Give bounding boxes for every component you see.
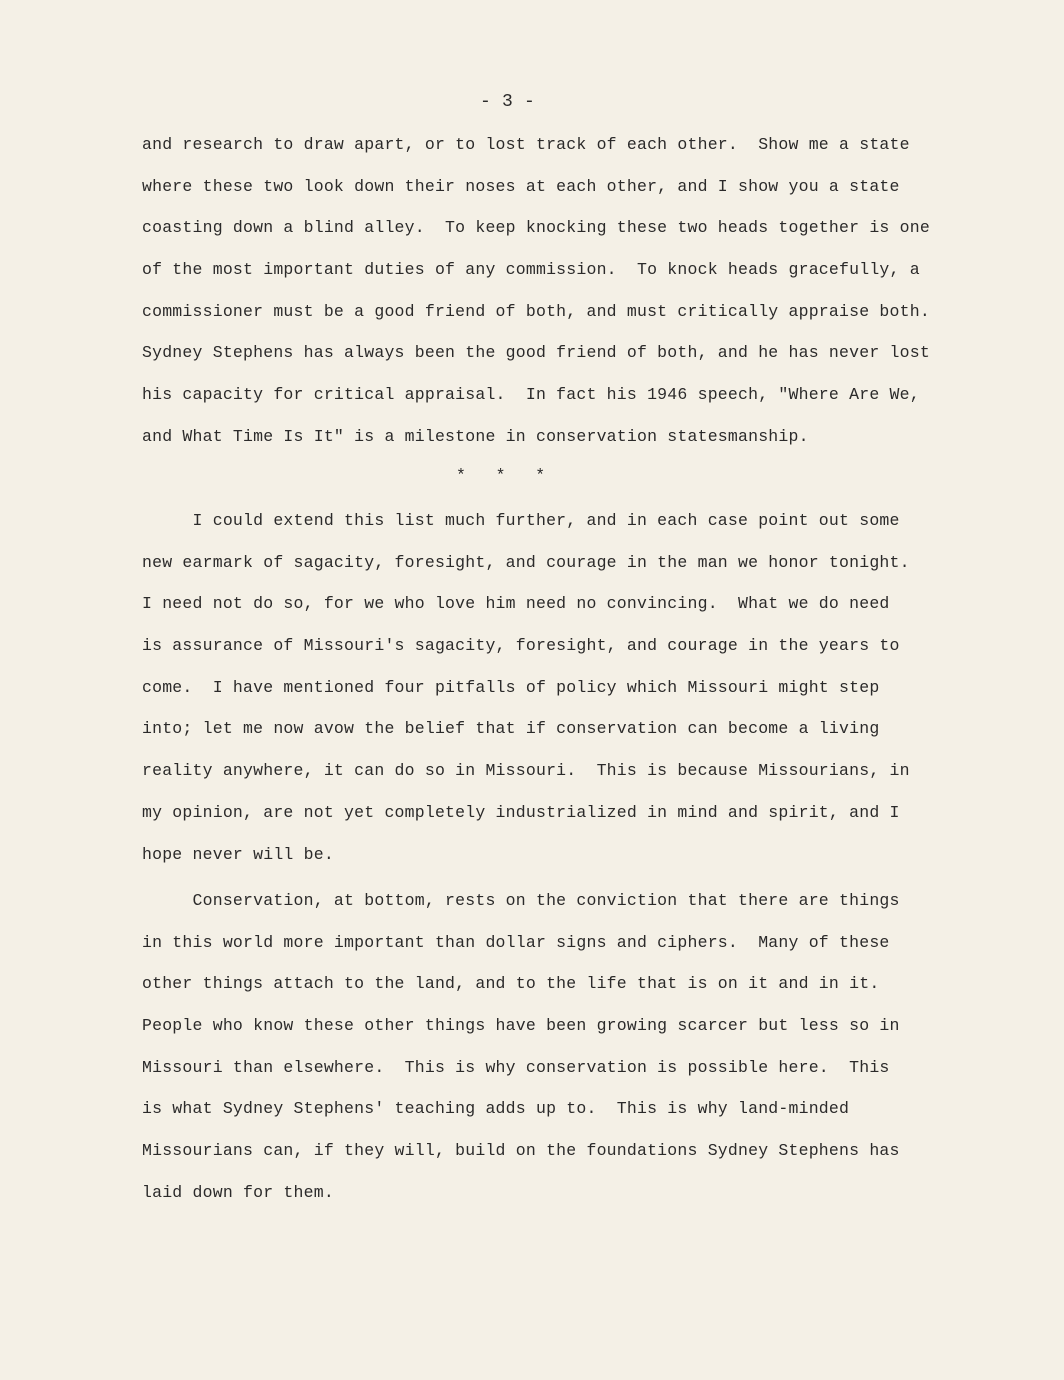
text-line: I need not do so, for we who love him need no convincing. What we do need — [142, 594, 890, 614]
paragraph-2 — [142, 500, 910, 875]
paragraph-1 — [142, 124, 930, 458]
text-line: new earmark of sagacity, foresight, and courage in the man we honor tonight. — [142, 552, 910, 572]
text-line: and research to draw apart, or to lost track of each other. Show me a state — [142, 135, 910, 154]
text-line: People who know these other things have been growing scarcer but less so in — [142, 1016, 900, 1036]
text-line: my opinion, are not yet completely industrialized in mind and spirit, and I — [142, 802, 900, 822]
text-line: reality anywhere, it can do so in Missouri. This is because Missourians, in — [142, 761, 910, 781]
text-line: commissioner must be a good friend of both, and must critically appraise both. — [142, 301, 930, 321]
text-line: Conservation, at bottom, rests on the conviction that there are things — [142, 891, 900, 910]
text-line: come. I have mentioned four pitfalls of policy which Missouri might step — [142, 677, 880, 697]
text-line: his capacity for critical appraisal. In fact his 1946 speech, "Where Are We, — [142, 385, 920, 405]
text-line: in this world more important than dollar signs and ciphers. Many of these — [142, 932, 890, 952]
paragraph-3 — [142, 880, 900, 1214]
text-line: hope never will be. — [142, 844, 334, 864]
text-line: into; let me now avow the belief that if conservation can become a living — [142, 719, 880, 739]
text-line: laid down for them. — [142, 1182, 334, 1202]
text-line: Missourians can, if they will, build on the foundations Sydney Stephens has — [142, 1141, 900, 1161]
text-line: other things attach to the land, and to the life that is on it and in it. — [142, 974, 880, 994]
section-separator: * * * — [456, 466, 546, 485]
text-line: where these two look down their noses at each other, and I show you a state — [142, 176, 900, 196]
text-line: Sydney Stephens has always been the good friend of both, and he has never lost — [142, 343, 930, 363]
text-line: Missouri than elsewhere. This is why conservation is possible here. This — [142, 1057, 890, 1077]
text-line: is what Sydney Stephens' teaching adds up to. This is why land-minded — [142, 1099, 850, 1119]
text-line: I could extend this list much further, and in each case point out some — [142, 511, 900, 530]
text-line: coasting down a blind alley. To keep knocking these two heads together is one — [142, 218, 930, 238]
text-line: of the most important duties of any commission. To knock heads gracefully, a — [142, 260, 920, 280]
text-line: and What Time Is It" is a milestone in conservation statesmanship. — [142, 426, 809, 446]
page-number: - 3 - — [480, 92, 536, 112]
text-line: is assurance of Missouri's sagacity, foresight, and courage in the years to — [142, 636, 900, 656]
